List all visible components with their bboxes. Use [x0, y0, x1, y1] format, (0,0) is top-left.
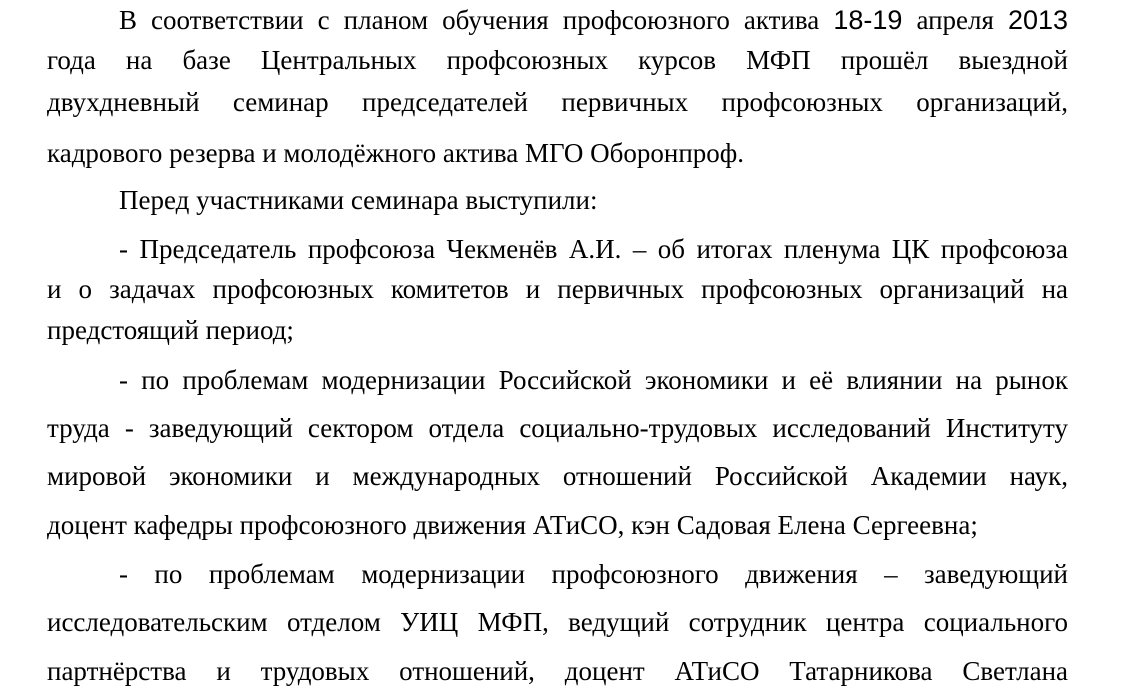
seminar-dates: 18-19 [833, 5, 903, 35]
paragraph-1-line-1-text: В соответствии с планом обучения профсоюзного актива [119, 5, 820, 35]
paragraph-4-line-4: доцент кафедры профсоюзного движения АТиСО, кэн Садовая Елена Сергеевна; [47, 510, 978, 540]
paragraph-4-line-1: - по проблемам модернизации Российской экономики и её влиянии на рынок [119, 365, 1068, 395]
paragraph-5-line-1: - по проблемам модернизации профсоюзного движения – заведующий [119, 559, 1068, 589]
paragraph-4-line-3: мировой экономики и международных отношений Российской Академии наук, [47, 461, 1068, 491]
paragraph-3-line-3: предстоящий период; [47, 315, 294, 345]
paragraph-3-line-1: - Председатель профсоюза Чекменёв А.И. – об итогах пленума ЦК профсоюза [119, 234, 1068, 264]
paragraph-5-line-2: исследовательским отделом УИЦ МФП, ведущий сотрудник центра социального [47, 607, 1068, 637]
seminar-month: апреля [916, 5, 994, 35]
seminar-year: 2013 [1007, 5, 1069, 35]
paragraph-2-line-1: Перед участниками семинара выступили: [119, 185, 598, 215]
paragraph-3-line-2: и о задачах профсоюзных комитетов и первичных профсоюзных организаций на [47, 274, 1068, 304]
paragraph-1-line-4: кадрового резерва и молодёжного актива МГО Оборонпроф. [47, 138, 745, 168]
paragraph-1-line-3: двухдневный семинар председателей первичных профсоюзных организаций, [47, 87, 1068, 117]
paragraph-1-line-2: года на базе Центральных профсоюзных курсов МФП прошёл выездной [47, 45, 1068, 75]
paragraph-5-line-3: партнёрства и трудовых отношений, доцент АТиСО Татарникова Светлана [47, 656, 1068, 686]
paragraph-4-line-2: труда - заведующий сектором отдела социально-трудовых исследований Институту [47, 413, 1068, 443]
paragraph-1-line-1 [119, 3, 1068, 37]
